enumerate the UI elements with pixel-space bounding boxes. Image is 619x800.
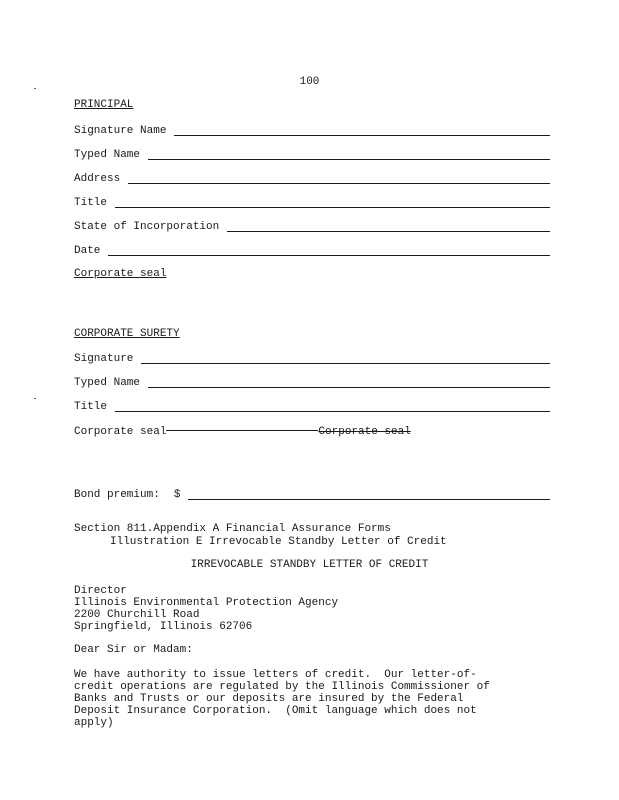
page-number: 100: [299, 76, 320, 88]
field-label: Signature: [74, 353, 134, 365]
address-line: Illinois Environmental Protection Agency: [74, 597, 339, 609]
address-line: 2200 Churchill Road: [74, 609, 200, 621]
bond-premium-line[interactable]: [188, 498, 550, 500]
surety-corporate-seal-left: Corporate seal: [74, 426, 167, 438]
body-line: We have authority to issue letters of credit. Our letter-of-: [74, 669, 477, 681]
field-label: Address: [74, 173, 121, 185]
body-line: apply): [74, 717, 114, 729]
date-line[interactable]: [108, 254, 550, 256]
principal-date-field[interactable]: [74, 242, 550, 258]
surety-heading: CORPORATE SURETY: [74, 328, 180, 340]
principal-title-field[interactable]: [74, 194, 550, 210]
title-line[interactable]: [115, 206, 550, 208]
body-line: Banks and Trusts or our deposits are insured by the Federal: [74, 693, 464, 705]
field-label: Typed Name: [74, 149, 141, 161]
typed-name-line[interactable]: [148, 386, 550, 388]
section-heading: Section 811.Appendix A Financial Assurance Forms: [74, 523, 391, 535]
principal-heading: PRINCIPAL: [74, 99, 134, 111]
field-label: Typed Name: [74, 377, 141, 389]
scan-mark: [34, 88, 36, 89]
surety-typed-name-field[interactable]: [74, 374, 550, 390]
body-line: Deposit Insurance Corporation. (Omit language which does not: [74, 705, 477, 717]
field-label: Title: [74, 197, 108, 209]
bond-premium-field[interactable]: [74, 486, 550, 502]
field-label: Title: [74, 401, 108, 413]
principal-typed-name-field[interactable]: [74, 146, 550, 162]
field-label: State of Incorporation: [74, 221, 220, 233]
address-line[interactable]: [128, 182, 550, 184]
seal-line: [166, 430, 318, 431]
surety-signature-field[interactable]: [74, 350, 550, 366]
state-line[interactable]: [227, 230, 550, 232]
surety-seal-row: [74, 426, 411, 438]
scan-mark: [34, 398, 36, 399]
surety-title-field[interactable]: [74, 398, 550, 414]
salutation: Dear Sir or Madam:: [74, 644, 193, 656]
field-label: Signature Name: [74, 125, 167, 137]
principal-corporate-seal: Corporate seal: [74, 268, 167, 280]
signature-line[interactable]: [141, 362, 550, 364]
body-line: credit operations are regulated by the Illinois Commissioner of: [74, 681, 490, 693]
illustration-heading: Illustration E Irrevocable Standby Letter of Credit: [110, 536, 447, 548]
address-line: Director: [74, 585, 127, 597]
signature-line[interactable]: [174, 134, 550, 136]
principal-state-field[interactable]: [74, 218, 550, 234]
address-line: Springfield, Illinois 62706: [74, 621, 253, 633]
principal-signature-field[interactable]: [74, 122, 550, 138]
typed-name-line[interactable]: [148, 158, 550, 160]
field-label: Date: [74, 245, 101, 257]
title-line[interactable]: [115, 410, 550, 412]
currency-symbol: $: [173, 489, 181, 501]
principal-address-field[interactable]: [74, 170, 550, 186]
letter-title: IRREVOCABLE STANDBY LETTER OF CREDIT: [190, 559, 429, 571]
bond-premium-label: Bond premium:: [74, 489, 160, 501]
surety-corporate-seal-right: Corporate seal: [318, 426, 411, 438]
